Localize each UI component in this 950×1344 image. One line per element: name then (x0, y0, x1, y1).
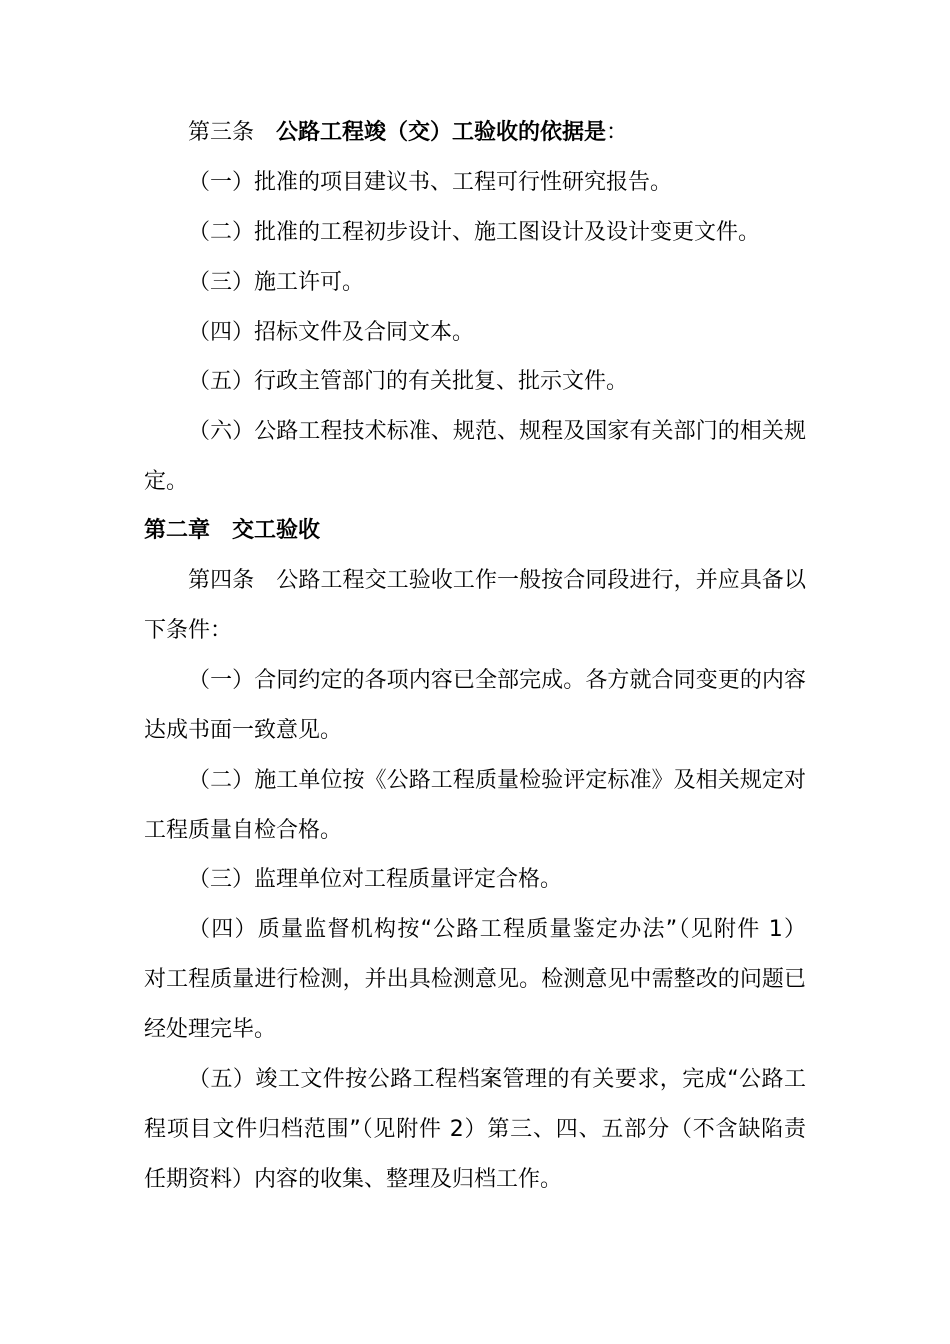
paragraph-line: 经处理完毕。 (144, 1017, 277, 1042)
list-item: （六）公路工程技术标准、规范、规程及国家有关部门的相关规 (188, 419, 806, 444)
article-label: 第三条 (188, 120, 255, 145)
paragraph-line: （五）竣工文件按公路工程档案管理的有关要求，完成“公路工 (188, 1067, 806, 1092)
paragraph-line: （二）施工单位按《公路工程质量检验评定标准》及相关规定对 (188, 768, 806, 793)
paragraph-line: （四）质量监督机构按“公路工程质量鉴定办法”（见附件 1） (188, 917, 806, 942)
paragraph-line: （三）监理单位对工程质量评定合格。 (188, 867, 563, 892)
paragraph-line: （一）合同约定的各项内容已全部完成。各方就合同变更的内容 (188, 668, 806, 693)
chapter-heading: 第二章 交工验收 (144, 518, 321, 543)
list-item: （五）行政主管部门的有关批复、批示文件。 (188, 369, 629, 394)
article-3-heading (188, 108, 806, 158)
paragraph-line: 下条件： (144, 618, 233, 643)
paragraph-line: 对工程质量进行检测，并出具检测意见。检测意见中需整改的问题已 (144, 967, 806, 992)
paragraph-line: 工程质量自检合格。 (144, 818, 343, 843)
paragraph-line: 任期资料）内容的收集、整理及归档工作。 (144, 1167, 563, 1192)
paragraph-line: 第四条 公路工程交工验收工作一般按合同段进行，并应具备以 (188, 568, 806, 593)
list-item-continuation: 定。 (144, 469, 189, 494)
paragraph-line: 程项目文件归档范围”（见附件 2）第三、四、五部分（不含缺陷责 (144, 1117, 806, 1142)
list-item: （二）批准的工程初步设计、施工图设计及设计变更文件。 (188, 220, 761, 245)
colon: ： (606, 120, 629, 145)
list-item: （一）批准的项目建议书、工程可行性研究报告。 (188, 170, 673, 195)
list-item: （四）招标文件及合同文本。 (188, 320, 475, 345)
paragraph-line: 达成书面一致意见。 (144, 718, 343, 743)
article-title: 公路工程竣（交）工验收的依据是 (276, 120, 607, 145)
list-item: （三）施工许可。 (188, 270, 365, 295)
